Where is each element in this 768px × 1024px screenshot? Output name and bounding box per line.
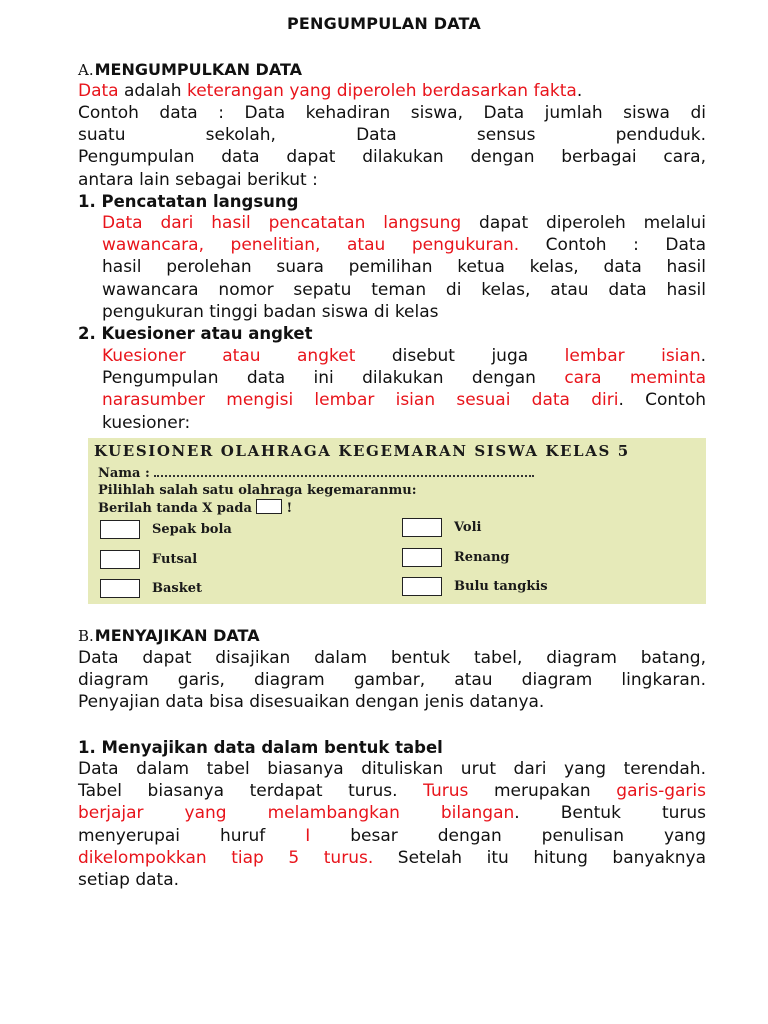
presentation-paragraph bbox=[78, 647, 706, 714]
highlighted-text: dikelompokkan tiap 5 turus. bbox=[78, 847, 374, 868]
mark-after: ! bbox=[286, 501, 293, 516]
text-run: Data dapat disajikan dalam bentuk tabel, diagram batang, bbox=[78, 648, 706, 668]
checkbox[interactable] bbox=[402, 518, 442, 537]
option-label: Basket bbox=[152, 581, 203, 596]
text-run: . bbox=[576, 81, 583, 101]
text-line bbox=[78, 758, 706, 780]
text-run: diagram garis, diagram gambar, atau diagram lingkaran. bbox=[78, 670, 706, 691]
text-run: Setelah itu hitung banyaknya bbox=[373, 847, 706, 868]
text-line bbox=[78, 847, 706, 869]
highlighted-text: garis-garis bbox=[616, 781, 706, 802]
text-line bbox=[102, 412, 706, 434]
text-line bbox=[102, 301, 706, 323]
option-basket[interactable] bbox=[100, 579, 202, 598]
text-line bbox=[78, 102, 706, 124]
text-line bbox=[78, 169, 706, 191]
section-b-heading bbox=[78, 626, 260, 645]
highlighted-text: Kuesioner atau angket bbox=[102, 346, 356, 366]
text-run: suatu sekolah, Data sensus penduduk. bbox=[78, 125, 706, 146]
option-label: Sepak bola bbox=[152, 522, 232, 537]
option-voli[interactable] bbox=[402, 518, 481, 537]
highlighted-text: wawancara, penelitian, atau pengukuran. bbox=[102, 235, 520, 256]
text-line bbox=[102, 279, 706, 301]
section-a-title: MENGUMPULKAN DATA bbox=[94, 60, 303, 79]
option-label: Renang bbox=[454, 550, 510, 565]
text-line bbox=[102, 256, 706, 278]
highlighted-text: I bbox=[305, 825, 311, 846]
text-line bbox=[78, 146, 706, 168]
text-line bbox=[102, 234, 706, 256]
option-renang[interactable] bbox=[402, 548, 510, 567]
intro-paragraph bbox=[78, 102, 706, 191]
text-line bbox=[78, 869, 706, 891]
text-line bbox=[102, 345, 706, 367]
text-run: menyerupai huruf bbox=[78, 825, 306, 846]
text-line bbox=[78, 691, 706, 713]
option-bulu-tangkis[interactable] bbox=[402, 577, 548, 596]
text-run: . Contoh bbox=[618, 390, 706, 411]
text-run: merupakan bbox=[468, 781, 617, 802]
item-pencatatan-heading: 1. Pencatatan langsung bbox=[78, 192, 299, 211]
text-line bbox=[102, 212, 706, 234]
questionnaire-title: KUESIONER OLAHRAGA KEGEMARAN SISWA KELAS 5 bbox=[94, 442, 630, 460]
text-line bbox=[78, 802, 706, 824]
text-run: . Bentuk turus bbox=[514, 803, 706, 824]
highlighted-text: cara meminta bbox=[564, 368, 707, 389]
text-run: antara lain sebagai berikut : bbox=[78, 169, 318, 190]
text-run: setiap data. bbox=[78, 870, 180, 891]
section-b-letter: B. bbox=[78, 627, 94, 645]
highlighted-text: keterangan yang diperoleh berdasarkan fakta bbox=[186, 81, 577, 101]
questionnaire-mark-line bbox=[98, 499, 292, 516]
questionnaire-name-line bbox=[98, 465, 534, 481]
text-line bbox=[102, 389, 706, 411]
text-run: adalah bbox=[118, 81, 187, 101]
text-run: hasil perolehan suara pemilihan ketua kelas, data hasil bbox=[102, 257, 706, 278]
definition-paragraph bbox=[78, 80, 706, 102]
text-line bbox=[78, 825, 706, 847]
text-run: disebut juga bbox=[355, 346, 565, 366]
text-run: pengukuran tinggi badan siswa di kelas bbox=[102, 301, 439, 322]
text-run: Pengumpulan data ini dilakukan dengan bbox=[102, 368, 565, 389]
text-run: Contoh : Data bbox=[519, 235, 706, 256]
highlighted-text: Data bbox=[78, 81, 119, 101]
option-label: Futsal bbox=[152, 552, 198, 567]
text-run: . bbox=[700, 346, 707, 366]
option-sepak-bola[interactable] bbox=[100, 520, 232, 539]
text-run: Tabel biasanya terdapat turus. bbox=[78, 781, 424, 802]
checkbox[interactable] bbox=[100, 550, 140, 569]
name-dotted-line bbox=[154, 465, 534, 477]
text-line bbox=[78, 124, 706, 146]
checkbox[interactable] bbox=[402, 548, 442, 567]
checkbox[interactable] bbox=[402, 577, 442, 596]
text-run: dapat diperoleh melalui bbox=[461, 213, 706, 233]
section-a-heading bbox=[78, 60, 302, 79]
text-run: wawancara nomor sepatu teman di kelas, atau data hasil bbox=[102, 279, 706, 300]
option-futsal[interactable] bbox=[100, 550, 197, 569]
highlighted-text: Turus bbox=[423, 781, 469, 802]
checkbox[interactable] bbox=[100, 520, 140, 539]
checkbox[interactable] bbox=[100, 579, 140, 598]
option-label: Voli bbox=[454, 520, 482, 535]
item-tabel-heading: 1. Menyajikan data dalam bentuk tabel bbox=[78, 738, 443, 757]
text-line bbox=[78, 780, 706, 802]
text-line bbox=[102, 367, 706, 389]
text-run: Contoh data : Data kehadiran siswa, Data jumlah siswa di bbox=[78, 103, 706, 123]
item-pencatatan-text bbox=[102, 212, 706, 323]
highlighted-text: berjajar yang melambangkan bilangan bbox=[78, 803, 515, 824]
questionnaire-instruction: Pilihlah salah satu olahraga kegemaranmu: bbox=[98, 483, 417, 498]
mark-example-box bbox=[256, 499, 282, 514]
text-line bbox=[78, 669, 706, 691]
questionnaire-image bbox=[88, 438, 706, 604]
text-run: besar dengan penulisan yang bbox=[310, 825, 706, 846]
mark-label: Berilah tanda X pada bbox=[98, 501, 252, 516]
item-kuesioner-heading: 2. Kuesioner atau angket bbox=[78, 324, 313, 343]
text-run: Penyajian data bisa disesuaikan dengan jenis datanya. bbox=[78, 692, 545, 713]
page-title: PENGUMPULAN DATA bbox=[286, 14, 482, 33]
section-a-letter: A. bbox=[78, 61, 94, 79]
name-label: Nama : bbox=[98, 466, 150, 481]
text-run: Pengumpulan data dapat dilakukan dengan berbagai cara, bbox=[78, 147, 706, 168]
option-label: Bulu tangkis bbox=[454, 579, 548, 594]
text-run: Data dalam tabel biasanya dituliskan urut dari yang terendah. bbox=[78, 759, 706, 779]
highlighted-text: lembar isian bbox=[564, 346, 701, 366]
highlighted-text: narasumber mengisi lembar isian sesuai data diri bbox=[102, 390, 619, 411]
text-line bbox=[78, 80, 706, 102]
text-line bbox=[78, 647, 706, 669]
item-tabel-text bbox=[78, 758, 706, 891]
text-run: kuesioner: bbox=[102, 412, 191, 433]
item-kuesioner-text bbox=[102, 345, 706, 434]
section-b-title: MENYAJIKAN DATA bbox=[94, 626, 260, 645]
highlighted-text: Data dari hasil pencatatan langsung bbox=[102, 213, 462, 233]
